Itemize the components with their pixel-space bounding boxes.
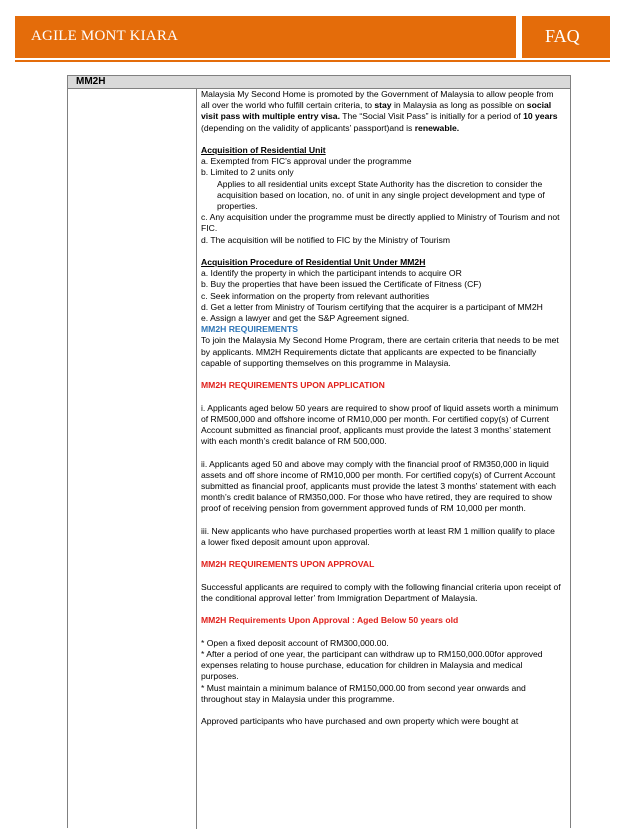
intro-bold-3: 10 years (523, 111, 558, 122)
answer-cell (201, 89, 561, 727)
acquisition-item-b: b. Limited to 2 units only (201, 167, 294, 178)
header-underline (15, 60, 610, 62)
header-title-box (15, 16, 516, 58)
intro-bold-1: stay (374, 100, 392, 111)
approval-bullet-3: * Must maintain a minimum balance of RM150,000.00 from second year onwards and throughout stay in Malaysia under this programme. (201, 682, 526, 704)
application-point-i: i. Applicants aged below 50 years are required to show proof of liquid assets worth a minimum of RM500,000 and offshore income of RM10,000 per month. For certified copy(s) of Current Account submitted as financial proof, applicants must provide the latest 3 months’ statement with each month’s credit balance of RM 500,000. (201, 402, 559, 447)
column-divider (196, 89, 197, 829)
header-right-title: FAQ (545, 26, 580, 46)
upon-approval-text: Successful applicants are required to comply with the following financial criteria upon receipt of the conditional approval letter’ from Immigration Department of Malaysia. (201, 581, 561, 604)
procedure-item-e: e. Assign a lawyer and get the S&P Agreement signed. (201, 313, 410, 324)
intro-bold-4: renewable. (414, 122, 460, 133)
application-point-ii-part2: submitted as financial proof, applicants must provide the latest 3 months’ statement with each month’s credit balance of RM350,000. For those who have retired, they are required to show proof of receiving pension from government approved funds of RM 10,000 per month. (201, 481, 557, 514)
upon-approval-title: MM2H REQUIREMENTS UPON APPROVAL (201, 559, 375, 570)
intro-text-2: in Malaysia as long as possible on (391, 100, 527, 111)
procedure-item-b: b. Buy the properties that have been issued the Certificate of Fitness (CF) (201, 279, 482, 290)
faq-table (67, 75, 571, 828)
acquisition-title: Acquisition of Residential Unit (201, 145, 326, 155)
acquisition-item-a: a. Exempted from FIC’s approval under the programme (201, 156, 412, 167)
procedure-item-c: c. Seek information on the property from relevant authorities (201, 290, 430, 301)
procedure-title: Acquisition Procedure of Residential Unit Under MM2H (201, 257, 426, 268)
upon-application-title: MM2H REQUIREMENTS UPON APPLICATION (201, 380, 385, 391)
acquisition-item-b-note: Applies to all residential units except State Authority has the discretion to consider the acquisition based on location, no. of unit in any single project development and type of properties. (217, 178, 545, 212)
requirements-text: To join the Malaysia My Second Home Program, there are certain criteria that needs to be met by applicants. MM2H Requirements dictate that applicants are expected to be financially capable of supporting themselves on this programme in Malaysia. (201, 335, 559, 368)
intro-bold-2: social visit pass with multiple entry visa. (201, 100, 552, 122)
approval-bullet-2: * After a period of one year, the participant can withdraw up to RM150,000.00for approved expenses relating to house purchase, education for children in Malaysia and medical purposes. (201, 649, 543, 682)
procedure-item-a: a. Identify the property in which the participant intends to acquire OR (201, 268, 462, 279)
page-header-banner (15, 16, 610, 58)
application-point-iii: iii. New applicants who have purchased properties worth at least RM 1 million qualify to place a lower fixed deposit amount upon approval. (201, 525, 555, 548)
below-50-title: MM2H Requirements Upon Approval : Aged Below 50 years old (201, 615, 459, 626)
intro-text-1: Malaysia My Second Home is promoted by the Government of Malaysia to allow people from all over the world who fulfill certain criteria, to (201, 89, 554, 111)
header-faq-box (522, 16, 610, 58)
application-point-ii-part1: ii. Applicants aged 50 and above may comply with the financial proof of RM350,000 in liquid assets and off shore income of RM10,000 per month. For certified copy(s) of Current Account (201, 458, 556, 480)
requirements-title: MM2H REQUIREMENTS (201, 324, 298, 335)
acquisition-item-c: c. Any acquisition under the programme must be directly applied to Ministry of Tourism and not FIC. (201, 212, 560, 234)
acquisition-item-d: d. The acquisition will be notified to FIC by the Ministry of Tourism (201, 234, 451, 245)
intro-paragraph (201, 89, 561, 134)
intro-text-4: (depending on the validity of applicants’ passport)and is (201, 122, 415, 133)
procedure-item-d: d. Get a letter from Ministry of Tourism certifying that the acquirer is a participant of MM2H (201, 301, 543, 312)
table-heading: MM2H (76, 76, 106, 87)
intro-text-3: The “Social Visit Pass” is initially for a period of (339, 111, 524, 122)
approved-participants-text: Approved participants who have purchased and own property which were bought at (201, 716, 519, 727)
table-header-row (68, 76, 570, 89)
header-left-title: AGILE MONT KIARA (31, 28, 179, 44)
approval-bullet-1: * Open a fixed deposit account of RM300,000.00. (201, 637, 389, 648)
